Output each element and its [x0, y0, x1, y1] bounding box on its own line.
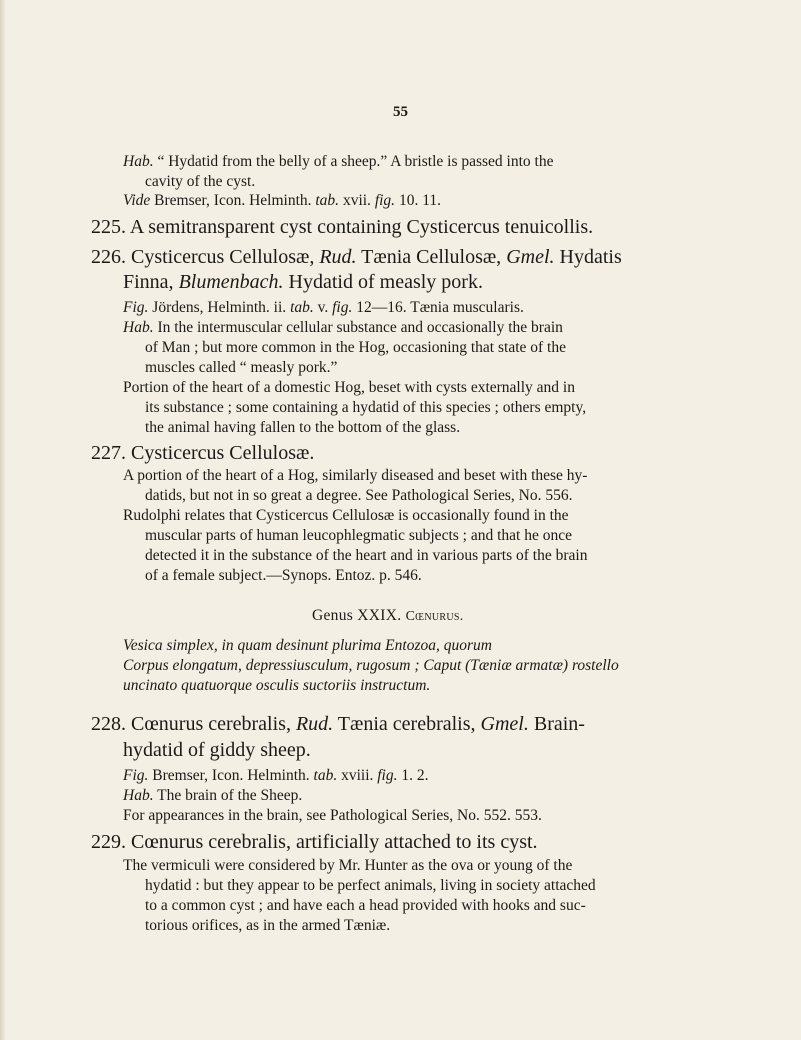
text-line	[145, 338, 566, 358]
text-run: Cœnurus.	[405, 609, 464, 624]
text-line	[91, 215, 593, 239]
text-line	[123, 152, 553, 172]
text-run: The vermiculi were considered by Mr. Hunter as the ova or young of the	[123, 857, 573, 874]
text-line	[123, 656, 619, 676]
text-run: torious orifices, as in the armed Tæniæ.	[145, 917, 391, 934]
text-line	[123, 270, 483, 294]
text-run: 228. Cœnurus cerebralis,	[91, 713, 296, 735]
text-line	[123, 738, 311, 762]
text-run: detected it in the substance of the heart and in various parts of the brain	[145, 547, 588, 564]
text-line	[145, 486, 572, 506]
text-run: Genus XXIX.	[312, 607, 406, 624]
text-line	[123, 318, 563, 338]
text-run: 229. Cœnurus cerebralis, artificially attached to its cyst.	[91, 831, 538, 853]
text-run: A portion of the heart of a Hog, similarly diseased and beset with these hy-	[123, 467, 588, 484]
text-run: Brain-	[528, 713, 585, 735]
text-line	[123, 786, 302, 806]
italic-text: tab.	[315, 192, 340, 209]
text-run: muscular parts of human leucophlegmatic subjects ; and that he once	[145, 527, 572, 544]
text-line	[123, 676, 430, 696]
italic-text: Hab.	[123, 319, 154, 336]
italic-text: uncinato quatuorque osculis suctoriis instructum.	[123, 677, 431, 694]
text-line	[91, 830, 538, 854]
text-run: xviii.	[337, 767, 378, 784]
text-run: cavity of the cyst.	[145, 173, 256, 190]
text-line	[91, 441, 314, 465]
text-run: datids, but not in so great a degree. See Pathological Series, No. 556.	[145, 487, 573, 504]
page-edge-shadow	[0, 0, 6, 1040]
italic-text: Rud.	[295, 713, 334, 735]
italic-text: Vesica simplex, in quam desinunt plurima Entozoa, quorum	[123, 637, 492, 654]
italic-text: Rud.	[319, 246, 357, 268]
text-line	[145, 172, 255, 192]
text-run: 10. 11.	[395, 192, 441, 209]
italic-text: fig.	[374, 192, 396, 209]
text-line	[123, 806, 542, 826]
italic-text: tab.	[290, 299, 314, 316]
text-line	[145, 896, 586, 916]
text-run: Bremser, Icon. Helminth.	[148, 767, 314, 784]
text-line	[123, 298, 524, 318]
text-line	[123, 856, 572, 876]
text-run: 227. Cysticercus Cellulosæ.	[91, 442, 315, 464]
italic-text: Gmel.	[506, 246, 555, 268]
italic-text: Fig.	[123, 767, 149, 784]
text-run: “ Hydatid from the belly of a sheep.” A bristle is passed into the	[153, 153, 554, 170]
text-run: The brain of the Sheep.	[153, 787, 303, 804]
italic-text: Gmel.	[480, 713, 529, 735]
text-run: Hydatis	[554, 246, 622, 268]
text-run: muscles called “ measly pork.”	[145, 359, 338, 376]
text-run: Hydatid of measly pork.	[283, 271, 483, 293]
text-line	[145, 398, 586, 418]
text-run: Finna,	[123, 271, 179, 293]
text-line	[145, 876, 596, 896]
text-run: Tænia cerebralis,	[333, 713, 481, 735]
text-run: For appearances in the brain, see Pathological Series, No. 552. 553.	[123, 807, 542, 824]
text-run: Tænia Cellulosæ,	[356, 246, 507, 268]
text-run: Rudolphi relates that Cysticercus Cellulosæ is occasionally found in the	[123, 507, 569, 524]
text-line	[123, 378, 575, 398]
text-run: to a common cyst ; and have each a head provided with hooks and suc-	[145, 897, 586, 914]
text-run: xvii.	[339, 192, 375, 209]
text-line	[145, 566, 422, 586]
text-line	[312, 606, 464, 627]
page-number: 55	[393, 104, 408, 120]
text-run: 226. Cysticercus Cellulosæ,	[91, 246, 320, 268]
text-line	[123, 466, 587, 486]
text-line	[145, 358, 337, 378]
text-line	[123, 766, 429, 786]
text-line	[123, 191, 441, 211]
text-run: Jördens, Helminth. ii.	[148, 299, 291, 316]
text-line	[91, 712, 585, 736]
italic-text: Vide	[123, 192, 151, 209]
text-run: its substance ; some containing a hydatid of this species ; others empty,	[145, 399, 587, 416]
text-run: of Man ; but more common in the Hog, occasioning that state of the	[145, 339, 566, 356]
italic-text: Blumenbach.	[178, 271, 284, 293]
italic-text: fig.	[377, 767, 398, 784]
text-run: the animal having fallen to the bottom of the glass.	[145, 419, 461, 436]
italic-text: Corpus elongatum, depressiusculum, rugosum ; Caput (Tæniæ armatæ) rostello	[123, 657, 619, 674]
text-run: hydatid of giddy sheep.	[123, 739, 311, 761]
italic-text: Fig.	[123, 299, 149, 316]
italic-text: tab.	[313, 767, 338, 784]
italic-text: fig.	[332, 299, 353, 316]
text-line	[145, 546, 587, 566]
text-line	[91, 245, 622, 269]
text-line	[145, 526, 572, 546]
text-run: Portion of the heart of a domestic Hog, beset with cysts externally and in	[123, 379, 575, 396]
italic-text: Hab.	[123, 153, 154, 170]
text-run: 1. 2.	[397, 767, 429, 784]
text-line	[123, 506, 569, 526]
text-run: In the intermuscular cellular substance and occasionally the brain	[153, 319, 563, 336]
text-run: 12—16. Tænia muscularis.	[352, 299, 524, 316]
text-run: of a female subject.—Synops. Entoz. p. 546.	[145, 567, 422, 584]
text-run: Bremser, Icon. Helminth.	[150, 192, 316, 209]
text-line	[145, 418, 460, 438]
italic-text: Hab.	[123, 787, 154, 804]
text-line	[145, 916, 390, 936]
text-line	[123, 636, 492, 656]
text-run: v.	[313, 299, 333, 316]
text-run: hydatid : but they appear to be perfect animals, living in society attached	[145, 877, 596, 894]
text-run: 225. A semitransparent cyst containing Cysticercus tenuicollis.	[91, 216, 594, 238]
